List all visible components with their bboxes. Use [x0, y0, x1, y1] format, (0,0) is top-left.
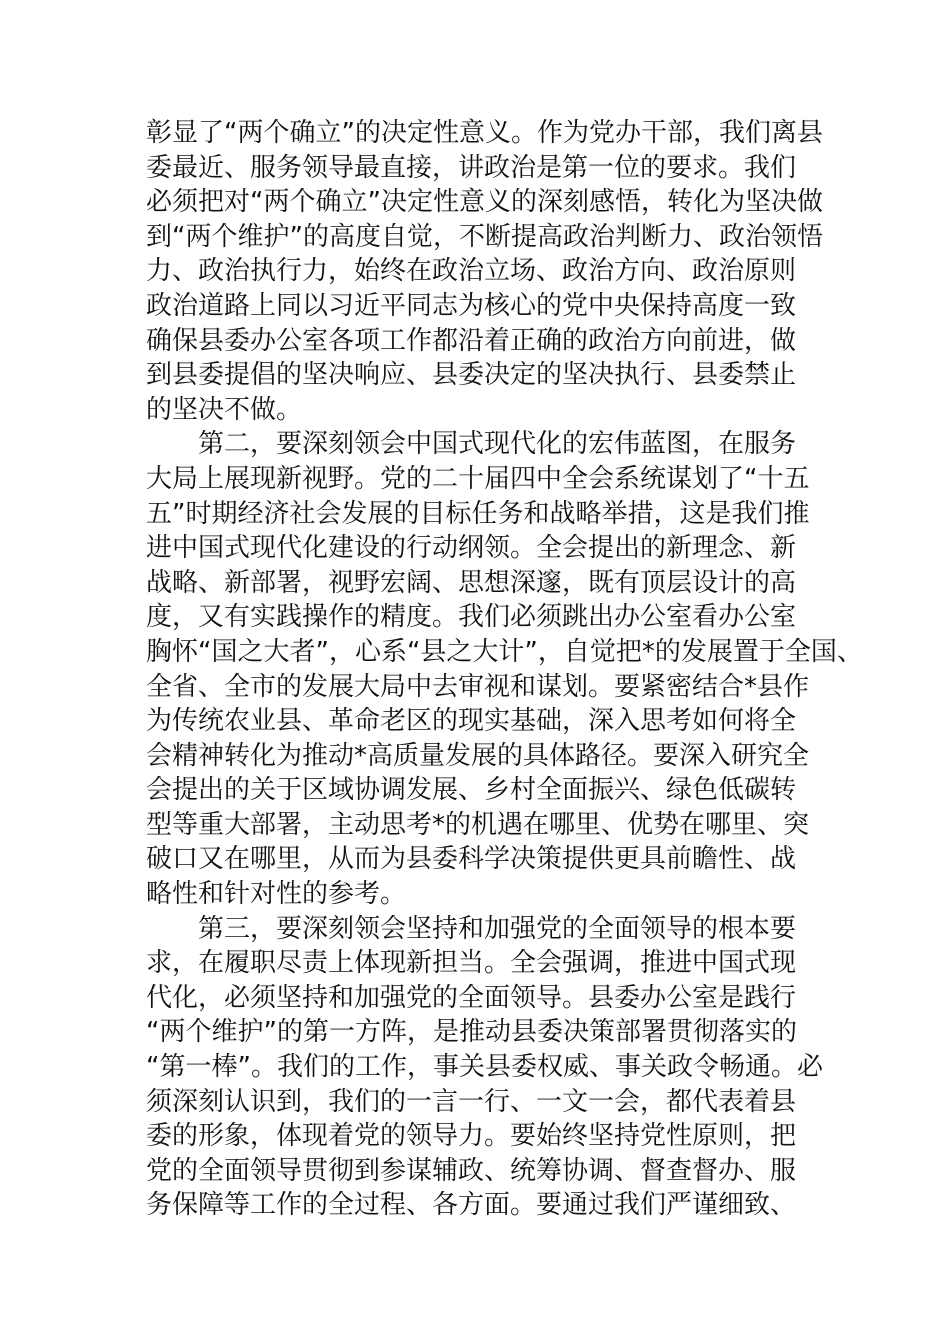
text-line: 第二，要深刻领会中国式现代化的宏伟蓝图，在服务	[146, 429, 797, 460]
text-line: 到县委提倡的坚决响应、县委决定的坚决执行、县委禁止	[146, 360, 797, 391]
text-line: 须深刻认识到，我们的一言一行、一文一会，都代表着县	[146, 1086, 797, 1117]
text-line: 略性和针对性的参考。	[146, 879, 407, 910]
text-line: 彰显了“两个确立”的决定性意义。作为党办干部，我们离县	[146, 118, 823, 148]
text-line: 会提出的关于区域协调发展、乡村全面振兴、绿色低碳转	[146, 775, 797, 806]
text-line: 政治道路上同以习近平同志为核心的党中央保持高度一致	[146, 290, 797, 321]
text-line: “第一棒”。我们的工作，事关县委权威、事关政令畅通。必	[146, 1052, 823, 1083]
text-line: 委最近、服务领导最直接，讲政治是第一位的要求。我们	[146, 152, 797, 183]
text-line: 五”时期经济社会发展的目标任务和战略举措，这是我们推	[146, 498, 810, 529]
text-line: 求，在履职尽责上体现新担当。全会强调，推进中国式现	[146, 948, 797, 979]
text-line: 会精神转化为推动*高质量发展的具体路径。要深入研究全	[146, 740, 810, 771]
text-line: 务保障等工作的全过程、各方面。要通过我们严谨细致、	[146, 1190, 797, 1221]
text-line: 的坚决不做。	[146, 394, 303, 425]
text-line: 度，又有实践操作的精度。我们必须跳出办公室看办公室	[146, 602, 797, 633]
text-line: 委的形象，体现着党的领导力。要始终坚持党性原则，把	[146, 1121, 797, 1152]
text-line: 到“两个维护”的高度自觉，不断提高政治判断力、政治领悟	[146, 221, 823, 252]
text-line: 破口又在哪里，从而为县委科学决策提供更具前瞻性、战	[146, 844, 797, 875]
text-line: 党的全面领导贯彻到参谋辅政、统筹协调、督查督办、服	[146, 1155, 797, 1186]
text-line: “两个维护”的第一方阵，是推动县委决策部署贯彻落实的	[146, 1017, 797, 1048]
text-line: 进中国式现代化建设的行动纲领。全会提出的新理念、新	[146, 533, 797, 564]
text-line: 战略、新部署，视野宏阔、思想深邃，既有顶层设计的高	[146, 567, 797, 598]
text-line: 型等重大部署，主动思考*的机遇在哪里、优势在哪里、突	[146, 809, 810, 840]
text-line: 力、政治执行力，始终在政治立场、政治方向、政治原则	[146, 256, 797, 287]
text-line: 确保县委办公室各项工作都沿着正确的政治方向前进，做	[146, 325, 797, 356]
text-line: 为传统农业县、革命老区的现实基础，深入思考如何将全	[146, 706, 797, 737]
text-line: 全省、全市的发展大局中去审视和谋划。要紧密结合*县作	[146, 671, 810, 702]
text-line: 第三，要深刻领会坚持和加强党的全面领导的根本要	[146, 913, 797, 944]
document-body	[146, 116, 863, 1223]
text-line: 大局上展现新视野。党的二十届四中全会系统谋划了“十五	[146, 463, 810, 494]
text-line: 必须把对“两个确立”决定性意义的深刻感悟，转化为坚决做	[146, 187, 823, 218]
text-line: 胸怀“国之大者”，心系“县之大计”，自觉把*的发展置于全国、	[146, 636, 863, 667]
text-line: 代化，必须坚持和加强党的全面领导。县委办公室是践行	[146, 982, 797, 1013]
